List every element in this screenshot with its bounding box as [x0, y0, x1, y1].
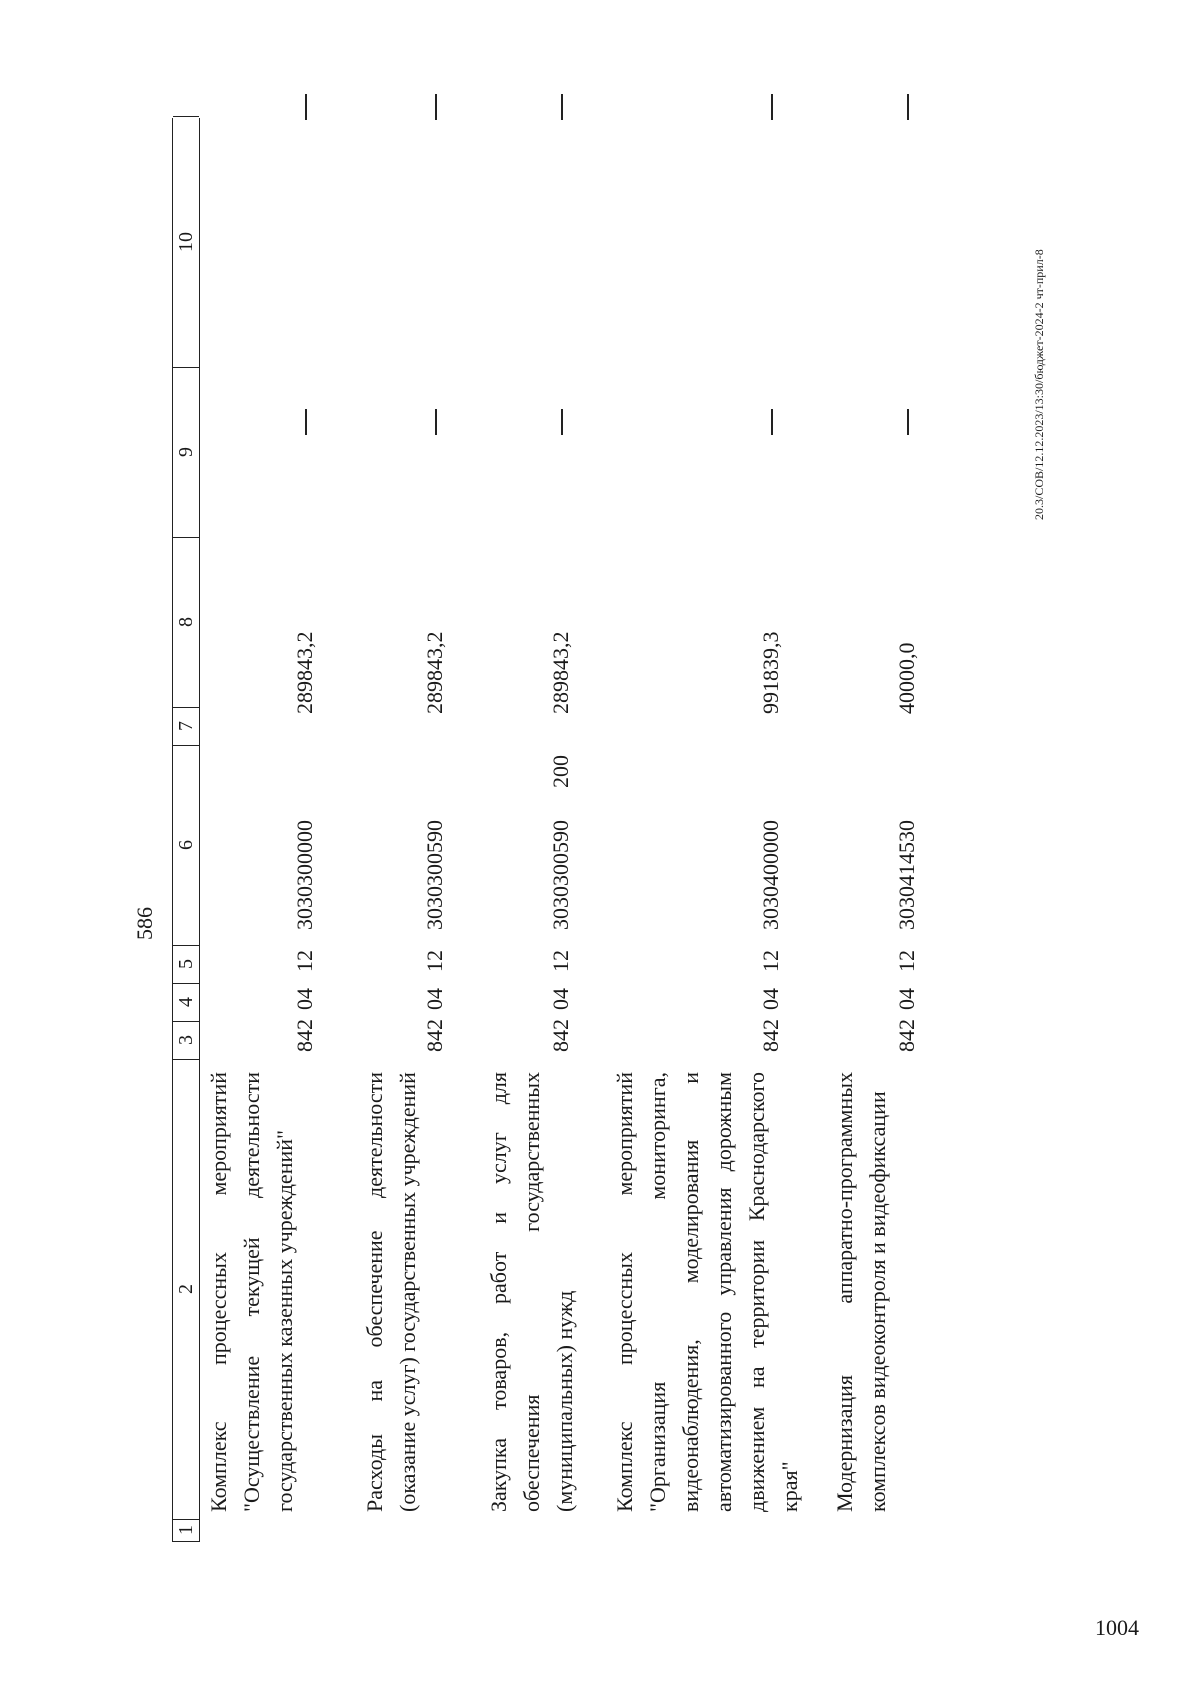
dash-col9 — [305, 409, 307, 435]
table-header — [172, 118, 200, 1542]
cell-col4: 04 — [548, 988, 573, 1010]
dash-col9 — [435, 409, 437, 435]
cell-col5: 12 — [548, 950, 573, 972]
cell-col3: 842 — [548, 1019, 573, 1052]
dash-col10 — [771, 94, 773, 120]
dash-col10 — [561, 94, 563, 120]
page-number: 586 — [132, 907, 157, 940]
row-name: Расходы на обеспечение деятельности (оказание услуг) государственных учреждений — [362, 1072, 420, 1512]
dash-col9 — [771, 409, 773, 435]
cell-col4: 04 — [422, 988, 447, 1010]
cell-col8: 289843,2 — [548, 631, 573, 714]
cell-col5: 12 — [894, 950, 919, 972]
cell-col6: 3030300000 — [292, 820, 317, 930]
cell-col6: 3030300590 — [422, 820, 447, 930]
cell-col5: 12 — [758, 950, 783, 972]
cell-col8: 40000,0 — [894, 642, 919, 714]
row-name: Модернизация аппаратно-программных комплексов видеоконтроля и видеофиксации — [832, 1072, 890, 1512]
row-name: Комплекс процессных мероприятий "Осуществление текущей деятельности государственных казенных учреждений" — [206, 1072, 297, 1512]
cell-col4: 04 — [758, 988, 783, 1010]
cell-col6: 3030414530 — [894, 820, 919, 930]
dash-col10 — [435, 94, 437, 120]
header-col-4: 4 — [173, 983, 199, 1022]
cell-col4: 04 — [894, 988, 919, 1010]
header-col-8: 8 — [173, 537, 199, 708]
footer-code: 20.3/СОВ/12.12.2023/13:30/бюджет-2024-2 чт-прил-8 — [1032, 249, 1046, 520]
header-col-10: 10 — [173, 116, 199, 368]
cell-col6: 3030300590 — [548, 820, 573, 930]
row-name: Комплекс процессных мероприятий "Организация мониторинга, видеонаблюдения, моделирования и автоматизированного управления дорожным движением на территории Краснодарского края" — [612, 1072, 802, 1512]
header-col-6: 6 — [173, 745, 199, 946]
row-name: Закупка товаров, работ и услуг для обеспечения государственных (муниципальных) нужд — [486, 1072, 577, 1512]
sheet-number: 1004 — [1095, 1615, 1139, 1640]
cell-col3: 842 — [758, 1019, 783, 1052]
rotated-page — [0, 100, 1046, 1600]
header-col-7: 7 — [173, 707, 199, 746]
cell-col3: 842 — [422, 1019, 447, 1052]
dash-col9 — [907, 409, 909, 435]
cell-col7: 200 — [548, 755, 573, 788]
cell-col4: 04 — [292, 988, 317, 1010]
cell-col6: 3030400000 — [758, 820, 783, 930]
header-col-1: 1 — [173, 1519, 199, 1542]
header-col-5: 5 — [173, 945, 199, 984]
cell-col3: 842 — [894, 1019, 919, 1052]
cell-col8: 289843,2 — [422, 631, 447, 714]
header-col-9: 9 — [173, 367, 199, 538]
header-col-3: 3 — [173, 1021, 199, 1060]
cell-col3: 842 — [292, 1019, 317, 1052]
cell-col5: 12 — [422, 950, 447, 972]
cell-col8: 289843,2 — [292, 631, 317, 714]
dash-col10 — [305, 94, 307, 120]
header-col-2: 2 — [173, 1059, 199, 1520]
cell-col8: 991839,3 — [758, 631, 783, 714]
dash-col10 — [907, 94, 909, 120]
dash-col9 — [561, 409, 563, 435]
cell-col5: 12 — [292, 950, 317, 972]
